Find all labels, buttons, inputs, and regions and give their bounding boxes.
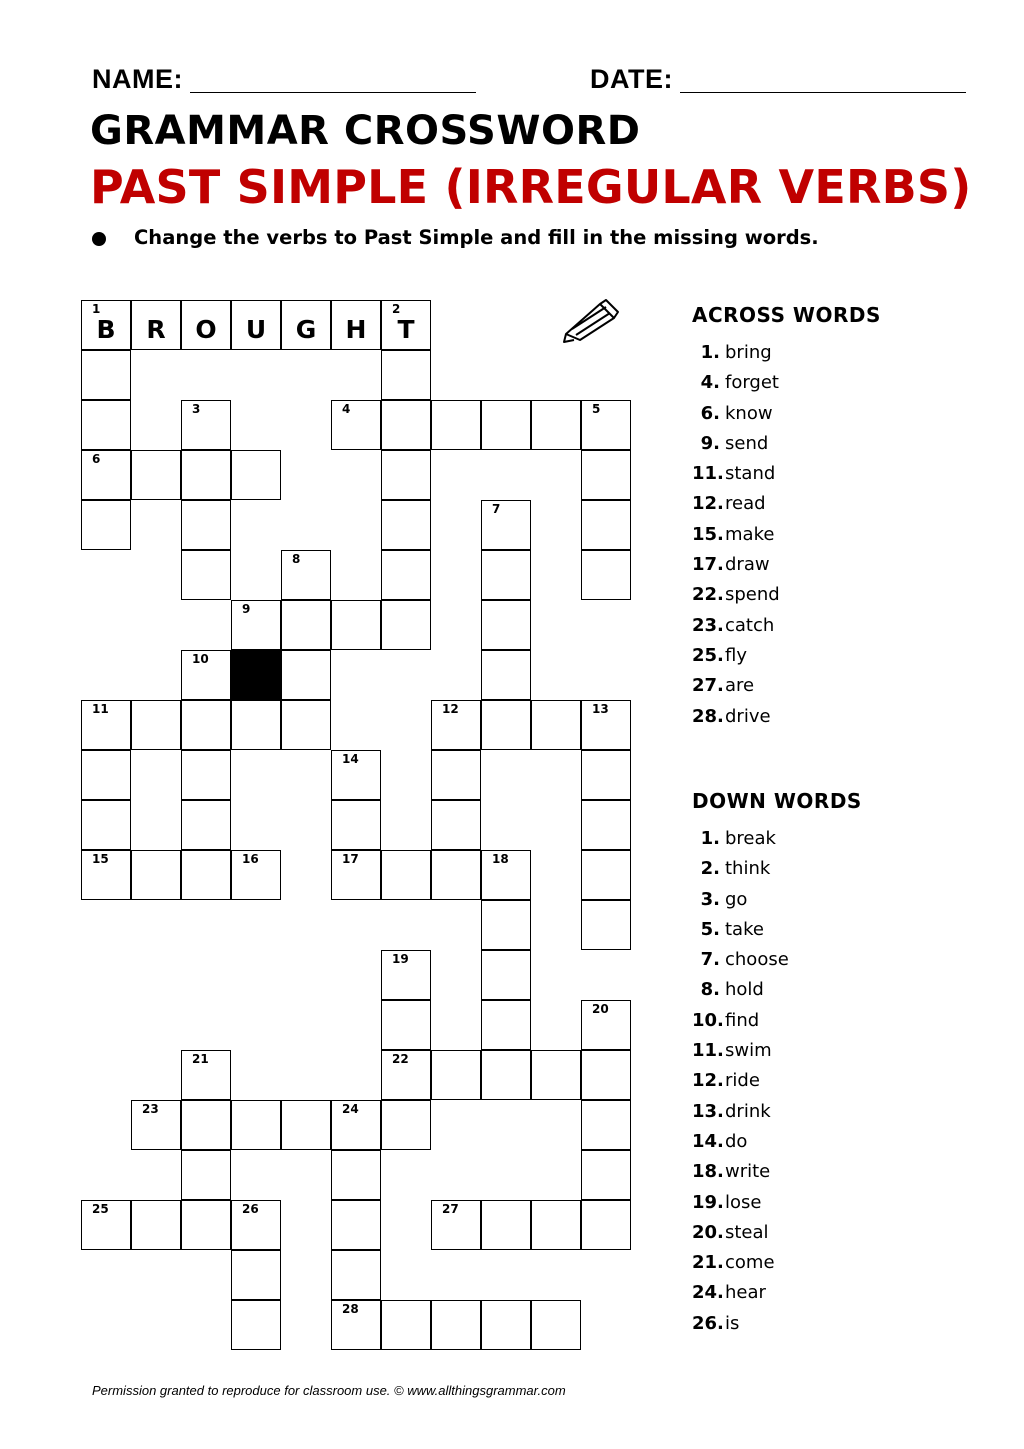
date-field[interactable] [680, 92, 966, 93]
clue-word: go [725, 888, 748, 910]
cell-number: 28 [342, 1302, 359, 1316]
crossword-cell[interactable] [581, 700, 631, 750]
crossword-cell[interactable] [131, 1200, 181, 1250]
crossword-cell[interactable] [81, 800, 131, 850]
clue-number: 2. [700, 858, 720, 880]
clue-word: lose [725, 1191, 762, 1213]
clue-word: swim [725, 1040, 772, 1062]
clue-word: come [725, 1252, 775, 1274]
clue-word: ride [725, 1070, 760, 1092]
crossword-cell[interactable] [181, 450, 231, 500]
crossword-cell[interactable] [181, 400, 231, 450]
clue-word: break [725, 828, 776, 849]
crossword-cell[interactable] [181, 1200, 231, 1250]
crossword-cell[interactable] [181, 500, 231, 550]
clue-item [692, 1131, 862, 1161]
crossword-cell[interactable] [131, 450, 181, 500]
name-label: NAME: [92, 64, 183, 94]
cell-number: 9 [242, 602, 251, 616]
clue-word: send [725, 432, 769, 454]
crossword-cell[interactable] [181, 700, 231, 750]
clue-number: 22. [692, 584, 724, 606]
crossword-cell[interactable] [481, 900, 531, 950]
cell-number: 13 [592, 702, 609, 716]
clue-item [692, 1101, 862, 1131]
crossword-cell[interactable] [231, 700, 281, 750]
crossword-cell[interactable] [181, 850, 231, 900]
crossword-cell[interactable] [231, 1250, 281, 1300]
cell-letter: T [397, 315, 415, 344]
clue-item [692, 554, 881, 584]
crossword-cell[interactable] [181, 650, 231, 700]
crossword-cell[interactable] [231, 300, 281, 350]
clue-word: make [725, 523, 775, 545]
clue-item [692, 584, 881, 614]
crossword-cell[interactable] [81, 350, 131, 400]
crossword-cell[interactable] [581, 1200, 631, 1250]
cell-number: 8 [292, 552, 301, 566]
down-clues [692, 789, 862, 1343]
pencil-icon [562, 298, 620, 344]
crossword-cell[interactable] [181, 1150, 231, 1200]
crossword-cell[interactable] [81, 500, 131, 550]
clue-word: steal [725, 1221, 769, 1243]
blocked-cell [231, 650, 281, 700]
crossword-cell[interactable] [581, 900, 631, 950]
clue-item [692, 949, 862, 979]
crossword-cell[interactable] [381, 550, 431, 600]
instruction-text: Change the verbs to Past Simple and fill in the missing words. [134, 226, 819, 249]
cell-number: 1 [92, 302, 101, 316]
crossword-cell[interactable] [531, 700, 581, 750]
crossword-cell[interactable] [181, 300, 231, 350]
crossword-cell[interactable] [581, 750, 631, 800]
crossword-cell[interactable] [431, 700, 481, 750]
clue-number: 7. [700, 949, 720, 971]
clue-word: choose [725, 949, 789, 971]
crossword-cell[interactable] [481, 1000, 531, 1050]
crossword-cell[interactable] [131, 850, 181, 900]
crossword-cell[interactable] [131, 700, 181, 750]
clue-item [692, 493, 881, 523]
clue-item [692, 645, 881, 675]
clue-item [692, 919, 862, 949]
clue-item [692, 828, 862, 858]
cell-number: 12 [442, 702, 459, 716]
clue-word: think [725, 858, 771, 880]
crossword-cell[interactable] [531, 400, 581, 450]
crossword-cell[interactable] [81, 750, 131, 800]
crossword-cell[interactable] [431, 800, 481, 850]
crossword-cell[interactable] [231, 600, 281, 650]
clue-word: bring [725, 342, 772, 363]
crossword-cell[interactable] [181, 750, 231, 800]
crossword-cell[interactable] [331, 300, 381, 350]
across-clues [692, 303, 881, 736]
crossword-cell[interactable] [331, 1300, 381, 1350]
crossword-cell[interactable] [531, 1050, 581, 1100]
crossword-cell[interactable] [481, 650, 531, 700]
cell-number: 18 [492, 852, 509, 866]
cell-number: 26 [242, 1202, 259, 1216]
crossword-cell[interactable] [381, 1050, 431, 1100]
crossword-cell[interactable] [481, 550, 531, 600]
clue-number: 23. [692, 614, 724, 636]
clue-word: spend [725, 584, 780, 606]
clue-item [692, 889, 862, 919]
clue-item [692, 858, 862, 888]
clue-number: 20. [692, 1221, 724, 1243]
crossword-cell[interactable] [581, 450, 631, 500]
clue-item [692, 433, 881, 463]
clue-item [692, 1313, 862, 1343]
cell-number: 4 [342, 402, 351, 416]
cell-number: 16 [242, 852, 259, 866]
crossword-cell[interactable] [281, 600, 331, 650]
clue-number: 4. [700, 372, 720, 394]
crossword-cell[interactable] [481, 700, 531, 750]
crossword-cell[interactable] [131, 300, 181, 350]
crossword-cell[interactable] [381, 850, 431, 900]
clue-word: drink [725, 1100, 771, 1122]
crossword-cell[interactable] [381, 400, 431, 450]
crossword-cell[interactable] [181, 1050, 231, 1100]
clue-item [692, 706, 881, 736]
clue-word: know [725, 402, 773, 424]
clue-item [692, 1252, 862, 1282]
crossword-cell[interactable] [381, 1300, 431, 1350]
cell-number: 19 [392, 952, 409, 966]
clue-number: 11. [692, 1040, 724, 1062]
crossword-cell[interactable] [331, 850, 381, 900]
cell-number: 10 [192, 652, 209, 666]
crossword-cell[interactable] [581, 400, 631, 450]
crossword-cell[interactable] [581, 1050, 631, 1100]
page-subtitle: PAST SIMPLE (IRREGULAR VERBS) [90, 160, 972, 214]
clue-word: draw [725, 554, 770, 576]
crossword-cell[interactable] [481, 500, 531, 550]
crossword-cell[interactable] [81, 700, 131, 750]
bullet-icon [92, 232, 106, 246]
clue-number: 15. [692, 523, 724, 545]
crossword-cell[interactable] [381, 1000, 431, 1050]
page-title: GRAMMAR CROSSWORD [90, 108, 641, 154]
footer-text: Permission granted to reproduce for classroom use. © www.allthingsgrammar.com [92, 1383, 566, 1398]
cell-number: 14 [342, 752, 359, 766]
cell-letter: B [96, 315, 116, 344]
clue-item [692, 675, 881, 705]
cell-number: 23 [142, 1102, 159, 1116]
crossword-cell[interactable] [581, 1100, 631, 1150]
cell-letter: R [146, 315, 166, 344]
crossword-cell[interactable] [431, 850, 481, 900]
crossword-cell[interactable] [531, 1200, 581, 1250]
cell-number: 25 [92, 1202, 109, 1216]
clue-word: forget [725, 372, 779, 394]
crossword-cell[interactable] [431, 1050, 481, 1100]
cell-number: 3 [192, 402, 201, 416]
clue-number: 27. [692, 675, 724, 697]
cell-number: 20 [592, 1002, 609, 1016]
crossword-cell[interactable] [331, 1150, 381, 1200]
clue-item [692, 463, 881, 493]
crossword-cell[interactable] [331, 1250, 381, 1300]
clue-number: 10. [692, 1009, 724, 1031]
crossword-cell[interactable] [431, 1300, 481, 1350]
clue-number: 12. [692, 1070, 724, 1092]
cell-number: 17 [342, 852, 359, 866]
crossword-cell[interactable] [431, 750, 481, 800]
clue-item [692, 1010, 862, 1040]
clue-item [692, 1040, 862, 1070]
crossword-cell[interactable] [581, 850, 631, 900]
crossword-cell[interactable] [231, 850, 281, 900]
crossword-cell[interactable] [581, 550, 631, 600]
crossword-cell[interactable] [481, 950, 531, 1000]
clue-item [692, 615, 881, 645]
down-heading: DOWN WORDS [692, 789, 862, 813]
clue-number: 6. [700, 402, 720, 424]
clue-item [692, 1192, 862, 1222]
clue-word: take [725, 918, 764, 940]
clue-word: fly [725, 644, 747, 666]
cell-number: 15 [92, 852, 109, 866]
clue-number: 12. [692, 493, 724, 515]
clue-number: 18. [692, 1161, 724, 1183]
crossword-cell[interactable] [81, 1200, 131, 1250]
crossword-cell[interactable] [281, 650, 331, 700]
clue-word: find [725, 1009, 760, 1031]
clue-word: is [725, 1312, 740, 1334]
cell-number: 6 [92, 452, 101, 466]
crossword-cell[interactable] [281, 1100, 331, 1150]
clue-item [692, 979, 862, 1009]
crossword-cell[interactable] [381, 450, 431, 500]
crossword-cell[interactable] [81, 450, 131, 500]
name-field[interactable] [190, 92, 476, 93]
cell-number: 22 [392, 1052, 409, 1066]
clue-number: 21. [692, 1252, 724, 1274]
crossword-cell[interactable] [581, 1000, 631, 1050]
crossword-cell[interactable] [431, 400, 481, 450]
clue-item [692, 1282, 862, 1312]
crossword-cell[interactable] [381, 350, 431, 400]
crossword-cell[interactable] [81, 850, 131, 900]
crossword-cell[interactable] [81, 300, 131, 350]
clue-number: 8. [700, 979, 720, 1001]
crossword-cell[interactable] [381, 500, 431, 550]
crossword-cell[interactable] [331, 400, 381, 450]
cell-letter: H [345, 315, 367, 344]
crossword-cell[interactable] [581, 500, 631, 550]
crossword-cell[interactable] [481, 1200, 531, 1250]
crossword-cell[interactable] [481, 1300, 531, 1350]
clue-number: 25. [692, 644, 724, 666]
crossword-cell[interactable] [581, 800, 631, 850]
crossword-cell[interactable] [481, 600, 531, 650]
across-heading: ACROSS WORDS [692, 303, 881, 327]
date-label: DATE: [590, 64, 673, 94]
clue-number: 26. [692, 1312, 724, 1334]
crossword-cell[interactable] [181, 800, 231, 850]
crossword-cell[interactable] [531, 1300, 581, 1350]
crossword-cell[interactable] [281, 550, 331, 600]
clue-number: 19. [692, 1191, 724, 1213]
clue-number: 13. [692, 1100, 724, 1122]
clue-number: 1. [700, 828, 720, 849]
crossword-cell[interactable] [331, 750, 381, 800]
crossword-cell[interactable] [481, 850, 531, 900]
cell-letter: U [245, 315, 267, 344]
clue-number: 17. [692, 554, 724, 576]
clue-number: 11. [692, 463, 724, 485]
cell-number: 24 [342, 1102, 359, 1116]
crossword-cell[interactable] [581, 1150, 631, 1200]
clue-word: write [725, 1161, 771, 1183]
clue-word: hold [725, 979, 764, 1001]
clue-word: are [725, 675, 755, 697]
clue-number: 3. [700, 888, 720, 910]
crossword-cell[interactable] [231, 1100, 281, 1150]
crossword-cell[interactable] [431, 1200, 481, 1250]
cell-letter: O [195, 315, 217, 344]
cell-number: 21 [192, 1052, 209, 1066]
clue-item [692, 1070, 862, 1100]
crossword-cell[interactable] [381, 300, 431, 350]
crossword-cell[interactable] [381, 600, 431, 650]
clue-word: read [725, 493, 766, 515]
clue-item [692, 403, 881, 433]
clue-item [692, 342, 881, 372]
crossword-cell[interactable] [331, 800, 381, 850]
clue-item [692, 1161, 862, 1191]
crossword-cell[interactable] [331, 600, 381, 650]
clue-item [692, 372, 881, 402]
clue-word: hear [725, 1282, 766, 1304]
crossword-cell[interactable] [181, 1100, 231, 1150]
crossword-cell[interactable] [181, 550, 231, 600]
cell-number: 7 [492, 502, 501, 516]
cell-number: 5 [592, 402, 601, 416]
clue-word: catch [725, 614, 775, 636]
clue-item [692, 524, 881, 554]
clue-number: 28. [692, 705, 724, 727]
crossword-cell[interactable] [131, 1100, 181, 1150]
crossword-cell[interactable] [481, 1050, 531, 1100]
crossword-cell[interactable] [81, 400, 131, 450]
cell-number: 27 [442, 1202, 459, 1216]
clue-number: 14. [692, 1130, 724, 1152]
clue-item [692, 1222, 862, 1252]
clue-number: 5. [700, 918, 720, 940]
clue-number: 1. [700, 342, 720, 363]
crossword-cell[interactable] [281, 700, 331, 750]
clue-word: stand [725, 463, 776, 485]
clue-number: 24. [692, 1282, 724, 1304]
clue-word: drive [725, 705, 771, 727]
crossword-cell[interactable] [331, 1100, 381, 1150]
crossword-cell[interactable] [481, 400, 531, 450]
clue-number: 9. [700, 432, 720, 454]
crossword-cell[interactable] [231, 1200, 281, 1250]
cell-letter: G [295, 315, 317, 344]
cell-number: 11 [92, 702, 109, 716]
crossword-cell[interactable] [381, 950, 431, 1000]
crossword-cell[interactable] [381, 1100, 431, 1150]
clue-word: do [725, 1130, 748, 1152]
crossword-cell[interactable] [331, 1200, 381, 1250]
crossword-cell[interactable] [231, 450, 281, 500]
crossword-cell[interactable] [231, 1300, 281, 1350]
crossword-cell[interactable] [281, 300, 331, 350]
cell-number: 2 [392, 302, 401, 316]
